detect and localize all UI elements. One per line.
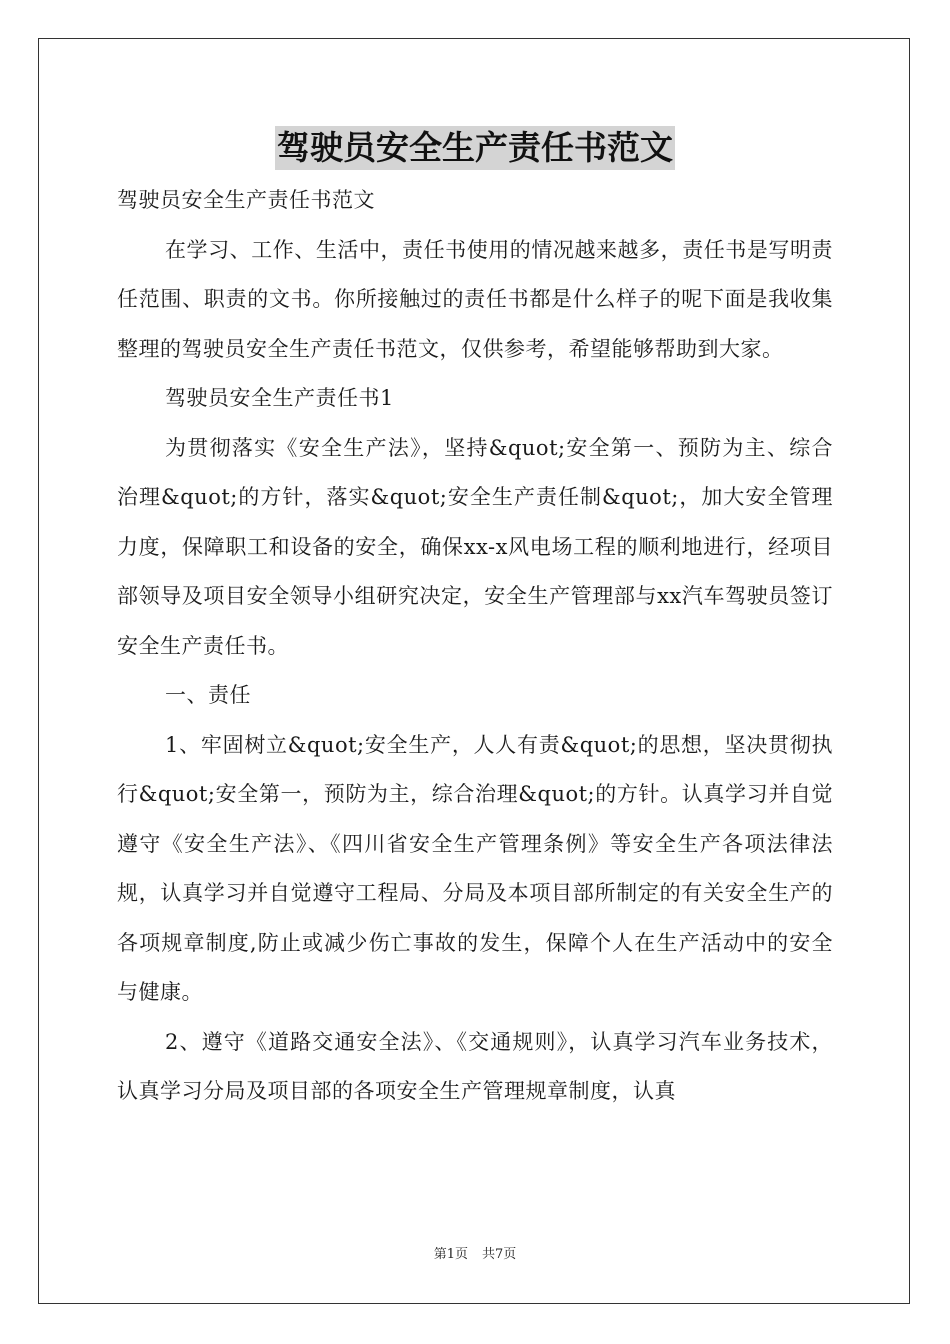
section-heading-responsibility: 一、责任 <box>165 683 251 707</box>
section-heading-1: 驾驶员安全生产责任书1 <box>165 386 394 410</box>
paragraph-item-2: 2、遵守《道路交通安全法》、《交通规则》，认真学习汽车业务技术，认真学习分局及项目部的各项安全生产管理规章制度，认真 <box>117 1029 833 1103</box>
paragraph-intro: 在学习、工作、生活中，责任书使用的情况越来越多，责任书是写明责任范围、职责的文书。你所接触过的责任书都是什么样子的呢下面是我收集整理的驾驶员安全生产责任书范文，仅供参考，希望能够帮助到大家。 <box>117 237 833 361</box>
paragraph-item-1: 1、牢固树立&quot;安全生产，人人有责&quot;的思想，坚决贯彻执行&quot;安全第一，预防为主，综合治理&quot;的方针。认真学习并自觉遵守《安全生产法》、《四川省安全生产管理条例》等安全生产各项法律法规，认真学习并自觉遵守工程局、分局及本项目部所制定的有关安全生产的各项规章制度,防止或减少伤亡事故的发生，保障个人在生产活动中的安全与健康。 <box>117 732 833 1004</box>
page-number: 第1页 <box>433 1247 468 1262</box>
paragraph-purpose: 为贯彻落实《安全生产法》，坚持&quot;安全第一、预防为主、综合治理&quot;的方针，落实&quot;安全生产责任制&quot;，加大安全管理力度，保障职工和设备的安全，确保xx-x风电场工程的顺利地进行，经项目部领导及项目安全领导小组研究决定，安全生产管理部与xx汽车驾驶员签订安全生产责任书。 <box>117 435 833 658</box>
title-area <box>0 126 950 170</box>
document-body <box>117 176 833 1117</box>
document-title: 驾驶员安全生产责任书范文 <box>275 126 675 170</box>
page-footer <box>0 1246 950 1264</box>
paragraph-subtitle: 驾驶员安全生产责任书范文 <box>117 188 375 212</box>
page-total: 共7页 <box>482 1247 517 1262</box>
